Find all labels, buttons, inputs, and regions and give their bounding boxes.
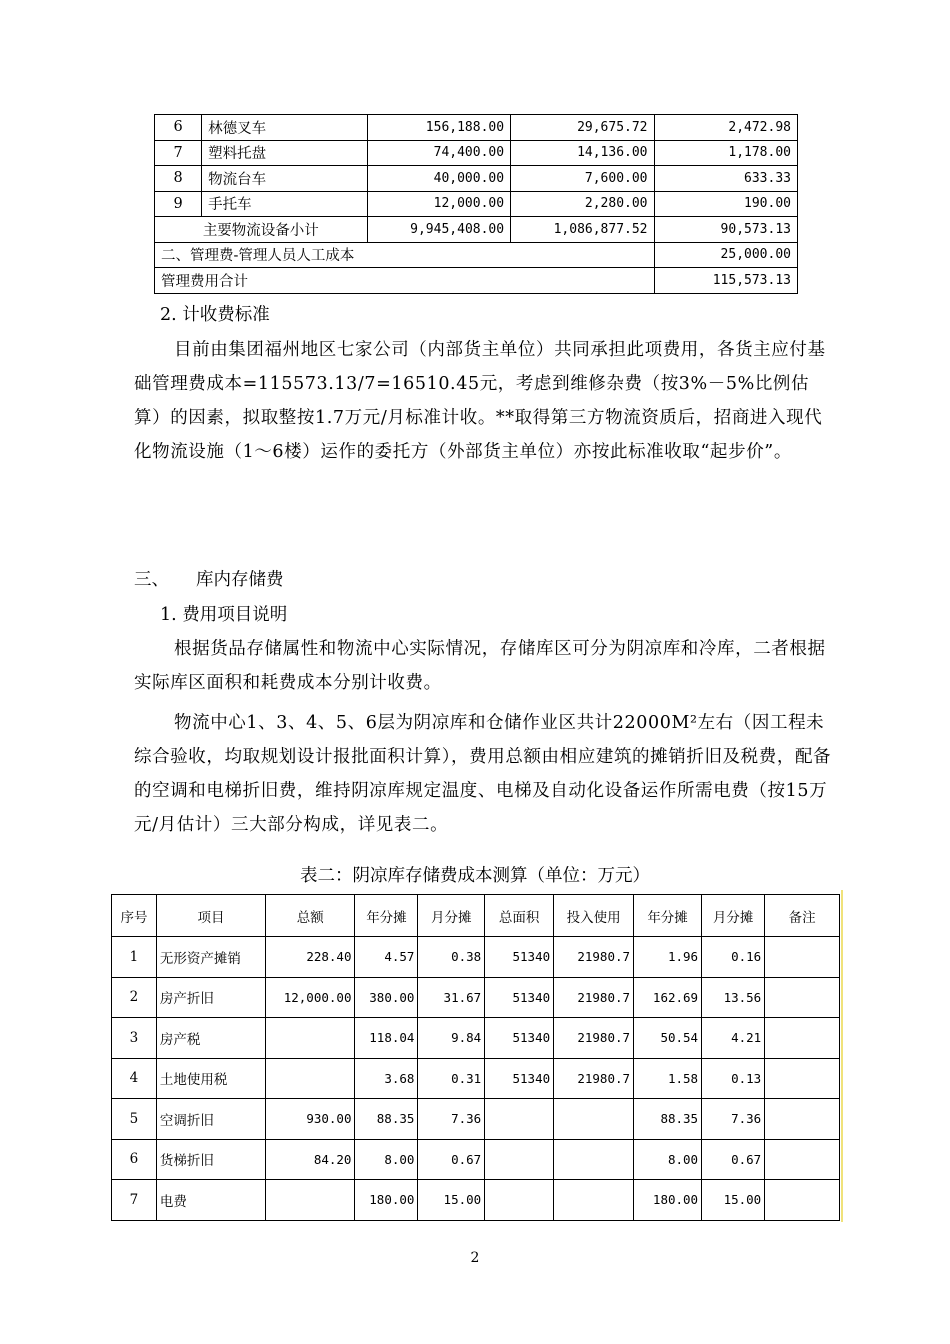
cell-value (765, 1058, 840, 1099)
cell-value (266, 1018, 355, 1059)
cell-value: 15.00 (702, 1180, 765, 1221)
cell-value (765, 1180, 840, 1221)
cell-value: 51340 (485, 1058, 554, 1099)
cell-value: 8.00 (634, 1139, 702, 1180)
equipment-value: 633.33 (654, 166, 797, 192)
item-name: 无形资产摊销 (156, 937, 265, 978)
equipment-value: 1,178.00 (654, 140, 797, 166)
storage-paragraph-1: 根据货品存储属性和物流中心实际情况，存储库区可分为阴凉库和冷库，二者根据实际库区面积和耗费成本分别计收费。 (134, 639, 826, 693)
cell-value: 0.16 (702, 937, 765, 978)
table-row (155, 166, 798, 192)
equipment-value: 156,188.00 (367, 115, 510, 141)
column-header: 月分摊 (702, 895, 765, 937)
section-heading-fee-standard: 2. 计收费标准 (160, 305, 270, 325)
equipment-value: 74,400.00 (367, 140, 510, 166)
item-name: 房产税 (156, 1018, 265, 1059)
storage-paragraph-2: 物流中心1、3、4、5、6层为阴凉库和仓储作业区共计22000M²左右（因工程未综合验收，均取规划设计报批面积计算），费用总额由相应建筑的摊销折旧及税费，配备的空调和电梯折旧费，维持阴凉库规定温度、电梯及自动化设备运作所需电费（按15万元/月估计）三大部分构成，详见表二。 (134, 713, 832, 835)
column-header: 序号 (112, 895, 157, 937)
cell-value: 162.69 (634, 977, 702, 1018)
row-number: 6 (112, 1139, 157, 1180)
cell-value: 9.84 (418, 1018, 485, 1059)
total-label: 管理费用合计 (155, 268, 655, 294)
subtotal-value: 1,086,877.52 (511, 217, 654, 243)
cell-value: 21980.7 (554, 937, 634, 978)
column-header: 年分摊 (355, 895, 418, 937)
cell-value (485, 1099, 554, 1140)
cell-value: 51340 (485, 1018, 554, 1059)
cell-value: 8.00 (355, 1139, 418, 1180)
item-name: 电费 (156, 1180, 265, 1221)
table2-caption: 表二：阴凉库存储费成本测算（单位：万元） (300, 866, 650, 886)
table-row (155, 115, 798, 141)
row-number: 9 (155, 191, 202, 217)
equipment-value: 2,472.98 (654, 115, 797, 141)
section-number: 三、 (134, 570, 169, 590)
column-header: 项目 (156, 895, 265, 937)
equipment-value: 14,136.00 (511, 140, 654, 166)
cell-value (554, 1180, 634, 1221)
row-number: 2 (112, 977, 157, 1018)
cell-value: 228.40 (266, 937, 355, 978)
row-number: 4 (112, 1058, 157, 1099)
page-number: 2 (470, 1250, 480, 1266)
cell-value (485, 1180, 554, 1221)
cell-value (765, 1139, 840, 1180)
cell-value: 930.00 (266, 1099, 355, 1140)
cell-value (266, 1180, 355, 1221)
equipment-name: 手托车 (202, 191, 368, 217)
cell-value (765, 1018, 840, 1059)
subtotal-value: 9,945,408.00 (367, 217, 510, 243)
cell-value: 21980.7 (554, 1058, 634, 1099)
row-number: 3 (112, 1018, 157, 1059)
item-name: 房产折旧 (156, 977, 265, 1018)
column-header: 备注 (765, 895, 840, 937)
cell-value: 7.36 (418, 1099, 485, 1140)
cell-value: 15.00 (418, 1180, 485, 1221)
equipment-value: 12,000.00 (367, 191, 510, 217)
table-row (112, 1180, 840, 1221)
column-header: 总额 (266, 895, 355, 937)
subtotal-value: 90,573.13 (654, 217, 797, 243)
cell-value: 1.96 (634, 937, 702, 978)
cell-value: 0.67 (418, 1139, 485, 1180)
equipment-name: 林德叉车 (202, 115, 368, 141)
equipment-cost-table (154, 114, 798, 294)
cell-value: 7.36 (702, 1099, 765, 1140)
management-row (155, 242, 798, 268)
cell-value: 31.67 (418, 977, 485, 1018)
equipment-name: 物流台车 (202, 166, 368, 192)
cell-value: 50.54 (634, 1018, 702, 1059)
cell-value: 51340 (485, 937, 554, 978)
column-header: 投入使用 (554, 895, 634, 937)
cell-value: 84.20 (266, 1139, 355, 1180)
equipment-value: 7,600.00 (511, 166, 654, 192)
row-number: 1 (112, 937, 157, 978)
cell-value: 0.31 (418, 1058, 485, 1099)
item-name: 货梯折旧 (156, 1139, 265, 1180)
cell-value (266, 1058, 355, 1099)
equipment-value: 29,675.72 (511, 115, 654, 141)
table-row (112, 1139, 840, 1180)
subtotal-label: 主要物流设备小计 (155, 217, 368, 243)
cell-value: 0.67 (702, 1139, 765, 1180)
cell-value: 118.04 (355, 1018, 418, 1059)
cell-value: 180.00 (355, 1180, 418, 1221)
table-row (112, 1058, 840, 1099)
table-row (112, 1018, 840, 1059)
table-row (112, 937, 840, 978)
equipment-value: 40,000.00 (367, 166, 510, 192)
item-name: 空调折旧 (156, 1099, 265, 1140)
cell-value (765, 1099, 840, 1140)
cell-value: 88.35 (355, 1099, 418, 1140)
equipment-name: 塑料托盘 (202, 140, 368, 166)
management-value: 25,000.00 (654, 242, 797, 268)
subtotal-row (155, 217, 798, 243)
cell-value: 380.00 (355, 977, 418, 1018)
cell-value: 51340 (485, 977, 554, 1018)
equipment-value: 190.00 (654, 191, 797, 217)
item-name: 土地使用税 (156, 1058, 265, 1099)
equipment-value: 2,280.00 (511, 191, 654, 217)
cell-value: 0.13 (702, 1058, 765, 1099)
cell-value (554, 1139, 634, 1180)
cell-value: 21980.7 (554, 1018, 634, 1059)
cell-value (765, 977, 840, 1018)
table-header-row (112, 895, 840, 937)
row-number: 7 (155, 140, 202, 166)
cell-value: 88.35 (634, 1099, 702, 1140)
row-number: 5 (112, 1099, 157, 1140)
total-row (155, 268, 798, 294)
subsection-heading-fee-items: 1. 费用项目说明 (160, 605, 288, 625)
row-number: 8 (155, 166, 202, 192)
row-number: 7 (112, 1180, 157, 1221)
table-row (112, 977, 840, 1018)
cell-value (765, 937, 840, 978)
fee-standard-paragraph: 目前由集团福州地区七家公司（内部货主单位）共同承担此项费用，各货主应付基础管理费成本=115573.13/7=16510.45元，考虑到维修杂费（按3%－5%比例估算）的因素，拟取整按1.7万元/月标准计收。**取得第三方物流资质后，招商进入现代化物流设施（1～6楼）运作的委托方（外部货主单位）亦按此标准收取“起步价”。 (134, 340, 826, 462)
cool-storage-cost-table (111, 894, 840, 1221)
table-row (112, 1099, 840, 1140)
cell-value: 1.58 (634, 1058, 702, 1099)
section-title-storage-fee: 库内存储费 (196, 570, 284, 590)
cell-value (485, 1139, 554, 1180)
table-row (155, 191, 798, 217)
cell-value: 21980.7 (554, 977, 634, 1018)
row-number: 6 (155, 115, 202, 141)
cell-value: 13.56 (702, 977, 765, 1018)
cell-value: 180.00 (634, 1180, 702, 1221)
total-value: 115,573.13 (654, 268, 797, 294)
cell-value (554, 1099, 634, 1140)
column-header: 总面积 (485, 895, 554, 937)
cell-value: 3.68 (355, 1058, 418, 1099)
management-label: 二、管理费-管理人员人工成本 (155, 242, 655, 268)
column-header: 年分摊 (634, 895, 702, 937)
cell-value: 4.57 (355, 937, 418, 978)
column-header: 月分摊 (418, 895, 485, 937)
margin-marker-line (841, 890, 843, 1222)
cell-value: 12,000.00 (266, 977, 355, 1018)
cell-value: 4.21 (702, 1018, 765, 1059)
table-row (155, 140, 798, 166)
cell-value: 0.38 (418, 937, 485, 978)
